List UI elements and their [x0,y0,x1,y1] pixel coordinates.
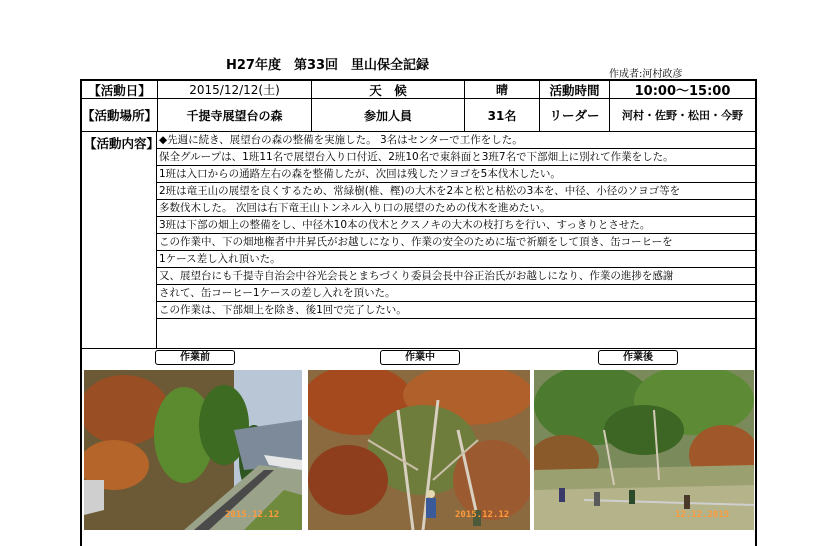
content-line: この作業は、下部畑上を除き、後1回で完了したい。 [156,302,756,319]
photo-during [308,370,530,530]
photo-after [534,370,754,530]
photo-before-stamp: 2015.12.12 [225,510,280,520]
content-line: されて、缶コーヒー1ケースの差し入れを頂いた。 [156,285,756,302]
after-label: 作業後 [598,350,678,365]
people-label: 参加人員 [311,98,465,132]
place-value: 千提寺展望台の森 [157,98,312,132]
content-line: 多数伐木した。 次回は右下竜王山トンネル入り口の展望のための伐木を進めたい。 [156,200,756,217]
before-label: 作業前 [155,350,235,365]
content-line: この作業中、下の畑地権者中井昇氏がお越しになり、作業の安全のために塩で祈願をして頂き、缶コーヒーを [156,234,756,251]
content-label-cell [80,131,160,349]
photo-before [84,370,302,530]
date-label: 【活動日】 [80,79,158,99]
time-value: 10:00〜15:00 [609,79,757,99]
content-label: 【活動内容】 [84,136,160,151]
photo-during-stamp: 2015.12.12 [455,510,510,520]
people-value: 31名 [464,98,540,132]
leader-label: リーダー [539,98,610,132]
weather-value: 晴 [464,79,540,99]
time-label: 活動時間 [539,79,610,99]
photo-after-stamp: 12.12.2015 [675,510,730,520]
content-line: ◆先週に続き、展望台の森の整備を実施した。 3名はセンターで工作をした。 [156,132,756,149]
content-line: 又、展望台にも千提寺自治会中谷光会長とまちづくり委員会長中谷正治氏がお越しになり、作業の進捗を感謝 [156,268,756,285]
left-border [80,349,82,546]
content-line: 1ケース差し入れ頂いた。 [156,251,756,268]
date-value: 2015/12/12(土) [157,79,312,99]
divider [80,348,757,349]
content-line: 2班は竜王山の展望を良くするため、常緑樹(椎、樫)の大木を2本と松と枯松の3本を、中径、小径のソヨゴ等を [156,183,756,200]
leader-value: 河村・佐野・松田・今野 [609,98,757,132]
content-line: 3班は下部の畑上の整備をし、中径木10本の伐木とクスノキの大木の枝打ちを行い、すっきりとさせた。 [156,217,756,234]
page-title: H27年度 第33回 里山保全記録 [226,58,430,73]
content-line: 保全グループは、1班11名で展望台入り口付近、2班10名で東斜面と3班7名で下部畑上に別れて作業をした。 [156,149,756,166]
author-label: 作成者:河村政彦 [609,69,683,80]
weather-label: 天 候 [311,79,465,99]
place-label: 【活動場所】 [80,98,158,132]
during-label: 作業中 [380,350,460,365]
content-line: 1班は入口からの通路左右の森を整備したが、次回は残したソヨゴを5本伐木したい。 [156,166,756,183]
